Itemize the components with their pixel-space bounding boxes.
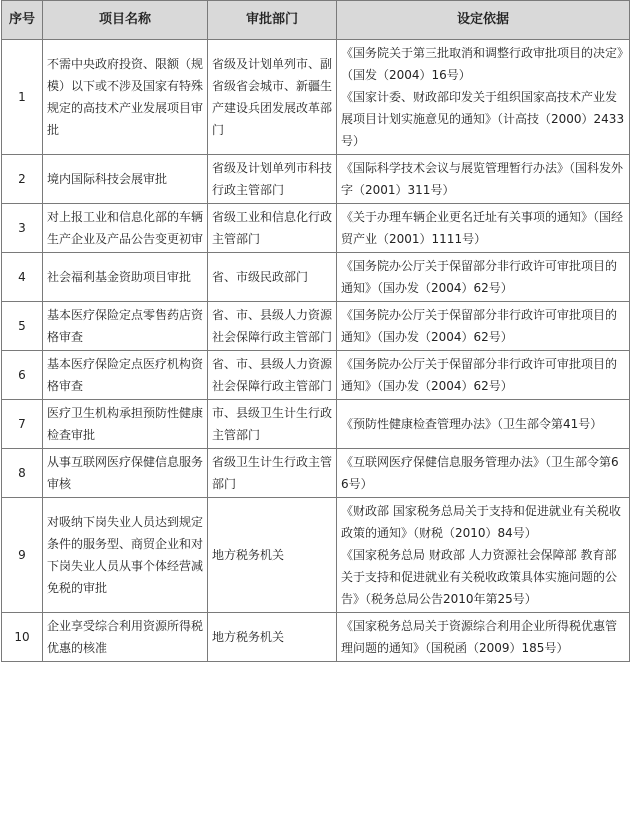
row-index: 8 — [2, 449, 43, 498]
row-basis — [337, 498, 630, 613]
row-basis — [337, 400, 630, 449]
table-row — [2, 400, 630, 449]
basis-entry: 《国务院办公厅关于保留部分非行政许可审批项目的通知》（国办发（2004）62号） — [341, 259, 618, 295]
row-dept: 省、市、县级人力资源社会保障行政主管部门 — [208, 351, 337, 400]
row-index: 6 — [2, 351, 43, 400]
header-basis: 设定依据 — [337, 1, 630, 40]
row-dept: 省级及计划单列市科技行政主管部门 — [208, 155, 337, 204]
basis-entry: 《国家税务总局 财政部 人力资源社会保障部 教育部关于支持和促进就业有关税收政策具体实施问题的公告》（税务总局公告2010年第25号） — [341, 548, 618, 606]
basis-entry: 《国家税务总局关于资源综合利用企业所得税优惠管理问题的通知》（国税函（2009）185号） — [341, 619, 618, 655]
row-name: 境内国际科技会展审批 — [43, 155, 208, 204]
row-name: 基本医疗保险定点零售药店资格审查 — [43, 302, 208, 351]
header-row — [2, 1, 630, 40]
table-row — [2, 40, 630, 155]
row-index: 1 — [2, 40, 43, 155]
basis-entry: 《国务院办公厅关于保留部分非行政许可审批项目的通知》（国办发（2004）62号） — [341, 308, 618, 344]
table-row — [2, 351, 630, 400]
table-row — [2, 449, 630, 498]
row-basis — [337, 204, 630, 253]
approval-items-table — [1, 0, 630, 662]
row-index: 3 — [2, 204, 43, 253]
row-dept: 地方税务机关 — [208, 613, 337, 662]
row-name: 对上报工业和信息化部的车辆生产企业及产品公告变更初审 — [43, 204, 208, 253]
row-dept: 省级卫生计生行政主管部门 — [208, 449, 337, 498]
row-name: 医疗卫生机构承担预防性健康检查审批 — [43, 400, 208, 449]
row-dept: 省、市、县级人力资源社会保障行政主管部门 — [208, 302, 337, 351]
row-index: 9 — [2, 498, 43, 613]
header-dept: 审批部门 — [208, 1, 337, 40]
table-row — [2, 498, 630, 613]
basis-entry: 《国务院办公厅关于保留部分非行政许可审批项目的通知》（国办发（2004）62号） — [341, 357, 618, 393]
row-index: 2 — [2, 155, 43, 204]
row-dept: 地方税务机关 — [208, 498, 337, 613]
row-basis — [337, 351, 630, 400]
row-name: 基本医疗保险定点医疗机构资格审查 — [43, 351, 208, 400]
basis-entry: 《预防性健康检查管理办法》（卫生部令第41号） — [341, 417, 603, 431]
table-row — [2, 302, 630, 351]
row-basis — [337, 155, 630, 204]
row-index: 7 — [2, 400, 43, 449]
basis-entry: 《国家计委、财政部印发关于组织国家高技术产业发展项目计划实施意见的通知》（计高技（2000）2433号） — [341, 90, 625, 148]
row-basis — [337, 302, 630, 351]
row-basis — [337, 40, 630, 155]
row-index: 4 — [2, 253, 43, 302]
row-dept: 省级工业和信息化行政主管部门 — [208, 204, 337, 253]
basis-entry: 《互联网医疗保健信息服务管理办法》（卫生部令第66号） — [341, 455, 619, 491]
table-header — [2, 1, 630, 40]
row-dept: 市、县级卫生计生行政主管部门 — [208, 400, 337, 449]
basis-entry: 《国务院关于第三批取消和调整行政审批项目的决定》（国发（2004）16号） — [341, 46, 624, 82]
header-name: 项目名称 — [43, 1, 208, 40]
basis-entry: 《关于办理车辆企业更名迁址有关事项的通知》（国经贸产业（2001）1111号） — [341, 210, 624, 246]
header-index: 序号 — [2, 1, 43, 40]
row-index: 10 — [2, 613, 43, 662]
table-row — [2, 155, 630, 204]
row-basis — [337, 613, 630, 662]
table-body — [2, 40, 630, 662]
row-index: 5 — [2, 302, 43, 351]
row-name: 企业享受综合利用资源所得税优惠的核准 — [43, 613, 208, 662]
table-row — [2, 204, 630, 253]
row-name: 社会福利基金资助项目审批 — [43, 253, 208, 302]
basis-entry: 《财政部 国家税务总局关于支持和促进就业有关税收政策的通知》（财税（2010）84号） — [341, 504, 621, 540]
table-row — [2, 253, 630, 302]
row-basis — [337, 449, 630, 498]
row-dept: 省、市级民政部门 — [208, 253, 337, 302]
row-name: 对吸纳下岗失业人员达到规定条件的服务型、商贸企业和对下岗失业人员从事个体经营减免税的审批 — [43, 498, 208, 613]
table-row — [2, 613, 630, 662]
row-basis — [337, 253, 630, 302]
row-dept: 省级及计划单列市、副省级省会城市、新疆生产建设兵团发展改革部门 — [208, 40, 337, 155]
row-name: 从事互联网医疗保健信息服务审核 — [43, 449, 208, 498]
basis-entry: 《国际科学技术会议与展览管理暂行办法》（国科发外字（2001）311号） — [341, 161, 624, 197]
row-name: 不需中央政府投资、限额（规模）以下或不涉及国家有特殊规定的高技术产业发展项目审批 — [43, 40, 208, 155]
